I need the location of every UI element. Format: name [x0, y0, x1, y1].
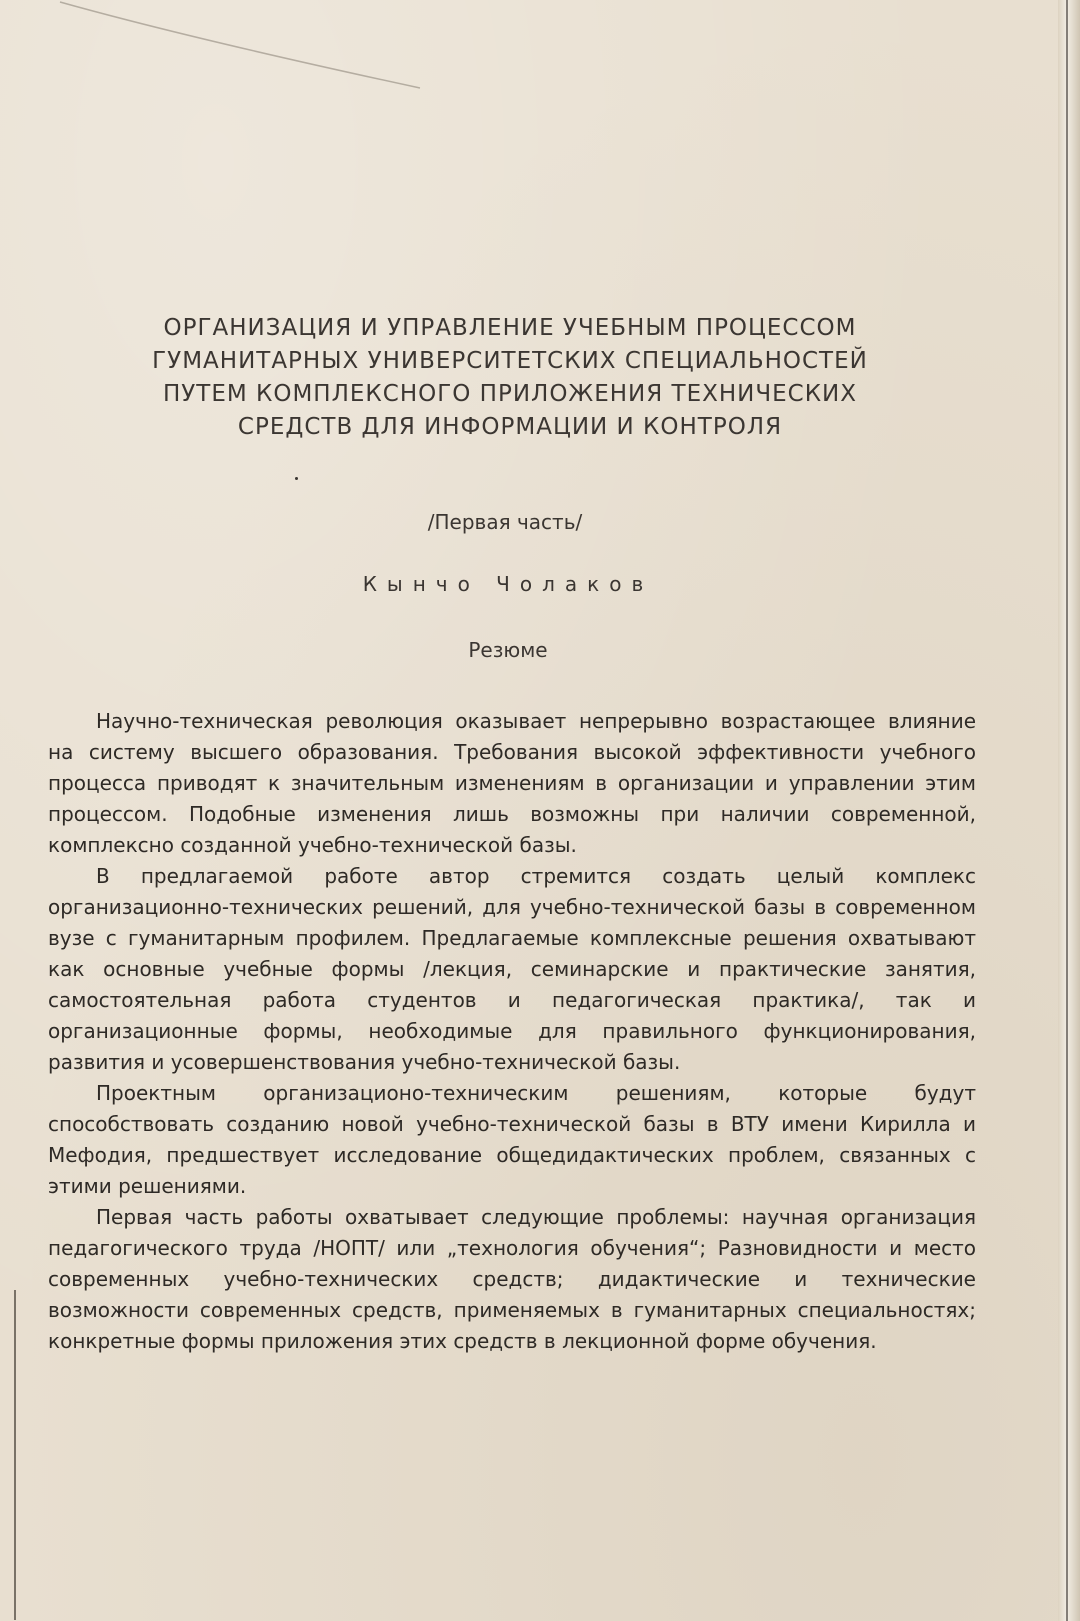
- document-title: [90, 312, 930, 444]
- page-right-edge: [1058, 0, 1080, 1621]
- title-line-3: ПУТЕМ КОМПЛЕКСНОГО ПРИЛОЖЕНИЯ ТЕХНИЧЕСКИХ: [162, 381, 858, 407]
- ink-speck: [295, 477, 298, 480]
- title-line-2: ГУМАНИТАРНЫХ УНИВЕРСИТЕТСКИХ СПЕЦИАЛЬНОСТЕЙ: [152, 348, 868, 374]
- paragraph-1: Научно-техническая революция оказывает непрерывно возрастающее влияние на систему высшего образования. Требования высокой эффективности учебного процесса приводят к значительным изменениям в организации и управлении этим процессом. Подобные изменения лишь возможны при наличии современной, комплексно созданной учебно-технической базы.: [48, 709, 976, 857]
- section-heading: Резюме: [468, 638, 548, 662]
- paragraph-3: Проектным организационо-техническим решениям, которые будут способствовать созданию новой учебно-технической базы в ВТУ имени Кирилла и Мефодия, предшествует исследование общедидактических проблем, связанных с этими решениями.: [48, 1081, 976, 1198]
- title-line-1: ОРГАНИЗАЦИЯ И УПРАВЛЕНИЕ УЧЕБНЫМ ПРОЦЕССОМ: [163, 315, 857, 341]
- document-subtitle: /Первая часть/: [427, 510, 583, 534]
- title-line-4: СРЕДСТВ ДЛЯ ИНФОРМАЦИИ И КОНТРОЛЯ: [237, 414, 783, 440]
- body-text: [48, 706, 976, 1357]
- paper-crease-line: [40, 0, 430, 90]
- paragraph-2: В предлагаемой работе автор стремится создать целый комплекс организационно-технических решений, для учебно-технической базы в современном вузе с гуманитарным профилем. Предлагаемые комплексные решения охватывают как основные учебные формы /лекция, семинарские и практические занятия, самостоятельная работа студентов и педагогическая практика/, так и организационные формы, необходимые для правильного функционирования, развития и усовершенствования учебно-технической базы.: [48, 864, 976, 1074]
- paragraph-4: Первая часть работы охватывает следующие проблемы: научная организация педагогического труда /НОПТ/ или „технология обучения“; Разновидности и место современных учебно-технических средств; дидактические и технические возможности современных средств, применяемых в гуманитарных специальностях; конкретные формы приложения этих средств в лекционной форме обучения.: [48, 1205, 976, 1353]
- page-left-edge: [14, 1290, 16, 1620]
- author-name: Кынчо Чолаков: [362, 572, 654, 596]
